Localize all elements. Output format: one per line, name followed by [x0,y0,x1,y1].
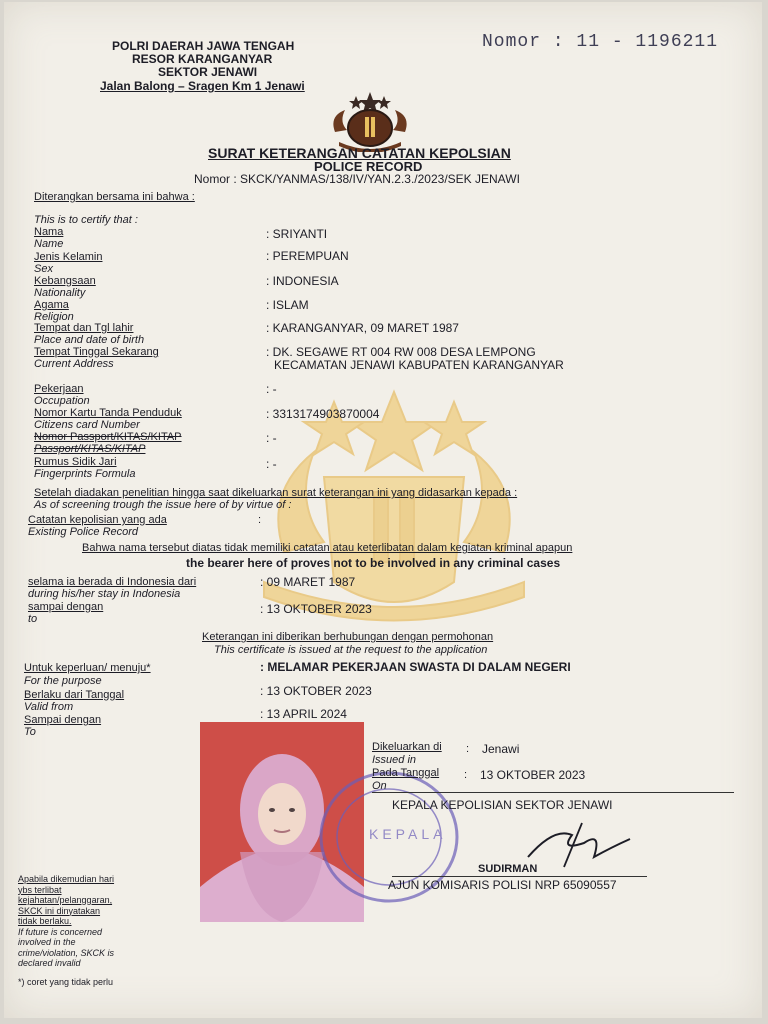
footnote-line-10: *) coret yang tidak perlu [18,976,114,987]
value-religion: : ISLAM [266,298,309,312]
label-stay-to-en: to [28,613,38,625]
label-nationality-en: Nationality [34,287,86,299]
agency-line-1: POLRI DAERAH JAWA TENGAH [112,39,295,53]
label-issued-in-en: Issued in [372,754,417,766]
value-passport: : - [266,431,277,445]
agency-line-2: RESOR KARANGANYAR [132,52,273,66]
statement-english: the bearer here of proves not to be involved in any criminal cases [186,556,561,570]
value-occupation: : - [266,382,277,396]
document-title: SURAT KETERANGAN CATATAN KEPOLSIAN [208,145,511,161]
label-issued-on: Pada Tanggal [372,767,440,779]
label-name: Nama [34,226,64,238]
label-sex: Jenis Kelamin [34,251,103,263]
label-purpose-en: For the purpose [24,675,102,687]
police-emblem-icon [329,90,411,152]
label-passport: Nomor Passport/KITAS/KITAP [34,431,182,443]
label-address: Tempat Tinggal Sekarang [34,346,159,358]
label-issued-in: Dikeluarkan di [372,741,442,753]
label-birth: Tempat dan Tgl lahir [34,322,134,334]
footnote-line-9: declared invalid [18,958,81,968]
label-id-card-en: Citizens card Number [34,419,140,431]
label-name-en: Name [34,238,64,250]
label-id-card: Nomor Kartu Tanda Penduduk [34,407,182,419]
label-birth-en: Place and date of birth [34,334,145,346]
footnote-line-8: crime/violation, SKCK is [18,947,115,958]
stamp-text: KEPALA [369,826,447,842]
request-indonesian: Keterangan ini diberikan berhubungan dengan permohonan [202,631,494,643]
issued-on-colon: : [464,769,468,781]
value-valid-from: : 13 OKTOBER 2023 [260,684,372,698]
label-stay-to: sampai dengan [28,601,104,613]
label-existing-record: Catatan kepolisian yang ada [28,514,167,526]
label-valid-from-en: Valid from [24,701,74,713]
statement-indonesian: Bahwa nama tersebut diatas tidak memiliki catatan atau keterlibatan dalam kegiatan kriminal apapun [82,542,573,554]
existing-record-colon: : [258,514,262,526]
label-religion: Agama [34,299,69,311]
footnote-line-2: ybs terlibat [18,884,62,895]
footnote-line-4: SKCK ini dinyatakan [18,905,101,916]
screening-english: As of screening trough the issue here of by virtue of : [34,499,292,511]
footnote-line-3: kejahatan/pelanggaran, [18,895,113,905]
label-valid-to: Sampai dengan [24,714,102,726]
label-valid-to-en: To [24,726,36,738]
value-id-card: : 3313174903870004 [266,407,380,421]
issued-in-colon: : [466,743,470,755]
value-issued-in: Jenawi [482,742,520,756]
value-nationality: : INDONESIA [266,274,339,288]
label-stay-from: selama ia berada di Indonesia dari [28,576,197,588]
label-fingerprint: Rumus Sidik Jari [34,456,117,468]
label-stay-from-en: during his/her stay in Indonesia [28,588,181,600]
label-religion-en: Religion [34,311,74,323]
value-address-line-1: : DK. SEGAWE RT 004 RW 008 DESA LEMPONG [266,345,536,359]
value-stay-from: : 09 MARET 1987 [260,575,356,589]
label-passport-en: Passport/KITAS/KITAP [34,443,146,455]
label-purpose: Untuk keperluan/ menuju* [24,662,151,674]
footnote-line-7: involved in the [18,937,76,947]
document-title-english: POLICE RECORD [314,159,423,174]
value-issued-on: 13 OKTOBER 2023 [480,768,586,782]
value-purpose: : MELAMAR PEKERJAAN SWASTA DI DALAM NEGERI [260,660,571,674]
value-valid-to: : 13 APRIL 2024 [260,707,347,721]
label-occupation: Pekerjaan [34,383,84,395]
validity-footnote [18,874,148,987]
value-sex: : PEREMPUAN [266,249,349,263]
label-sex-en: Sex [34,263,53,275]
label-address-en: Current Address [34,358,114,370]
officer-name-underline [392,876,647,877]
label-valid-from: Berlaku dari Tanggal [24,689,125,701]
agency-address: Jalan Balong – Sragen Km 1 Jenawi [100,79,305,93]
label-issued-on-en: On [372,780,387,792]
officer-name: SUDIRMAN [478,863,538,875]
label-nationality: Kebangsaan [34,275,96,287]
request-english: This certificate is issued at the request to the application [214,644,488,656]
value-birth: : KARANGANYAR, 09 MARET 1987 [266,321,459,335]
value-fingerprint: : - [266,457,277,471]
officer-rank: AJUN KOMISARIS POLISI NRP 65090557 [388,878,617,892]
officer-signature [524,817,634,877]
footnote-line-1: Apabila dikemudian hari [18,874,115,884]
footnote-line-6: If future is concerned [18,926,103,937]
intro-indonesian: Diterangkan bersama ini bahwa : [34,191,195,203]
police-record-document [4,2,762,1018]
label-occupation-en: Occupation [34,395,90,407]
signature-divider [372,792,734,793]
footnote-line-5: tidak berlaku. [18,916,72,926]
value-address-line-2: KECAMATAN JENAWI KABUPATEN KARANGANYAR [274,358,564,372]
value-name: : SRIYANTI [266,227,328,241]
agency-line-3: SEKTOR JENAWI [158,65,258,79]
label-fingerprint-en: Fingerprints Formula [34,468,136,480]
serial-number: Nomor : 11 - 1196211 [482,32,719,52]
screening-indonesian: Setelah diadakan penelitian hingga saat dikeluarkan surat keterangan ini yang didasarkan kepada : [34,487,518,499]
value-stay-to: : 13 OKTOBER 2023 [260,602,372,616]
issuing-office: KEPALA KEPOLISIAN SEKTOR JENAWI [392,798,613,812]
label-existing-record-en: Existing Police Record [28,526,139,538]
document-number: Nomor : SKCK/YANMAS/138/IV/YAN.2.3./2023/SEK JENAWI [194,172,520,186]
intro-english: This is to certify that : [34,214,138,226]
